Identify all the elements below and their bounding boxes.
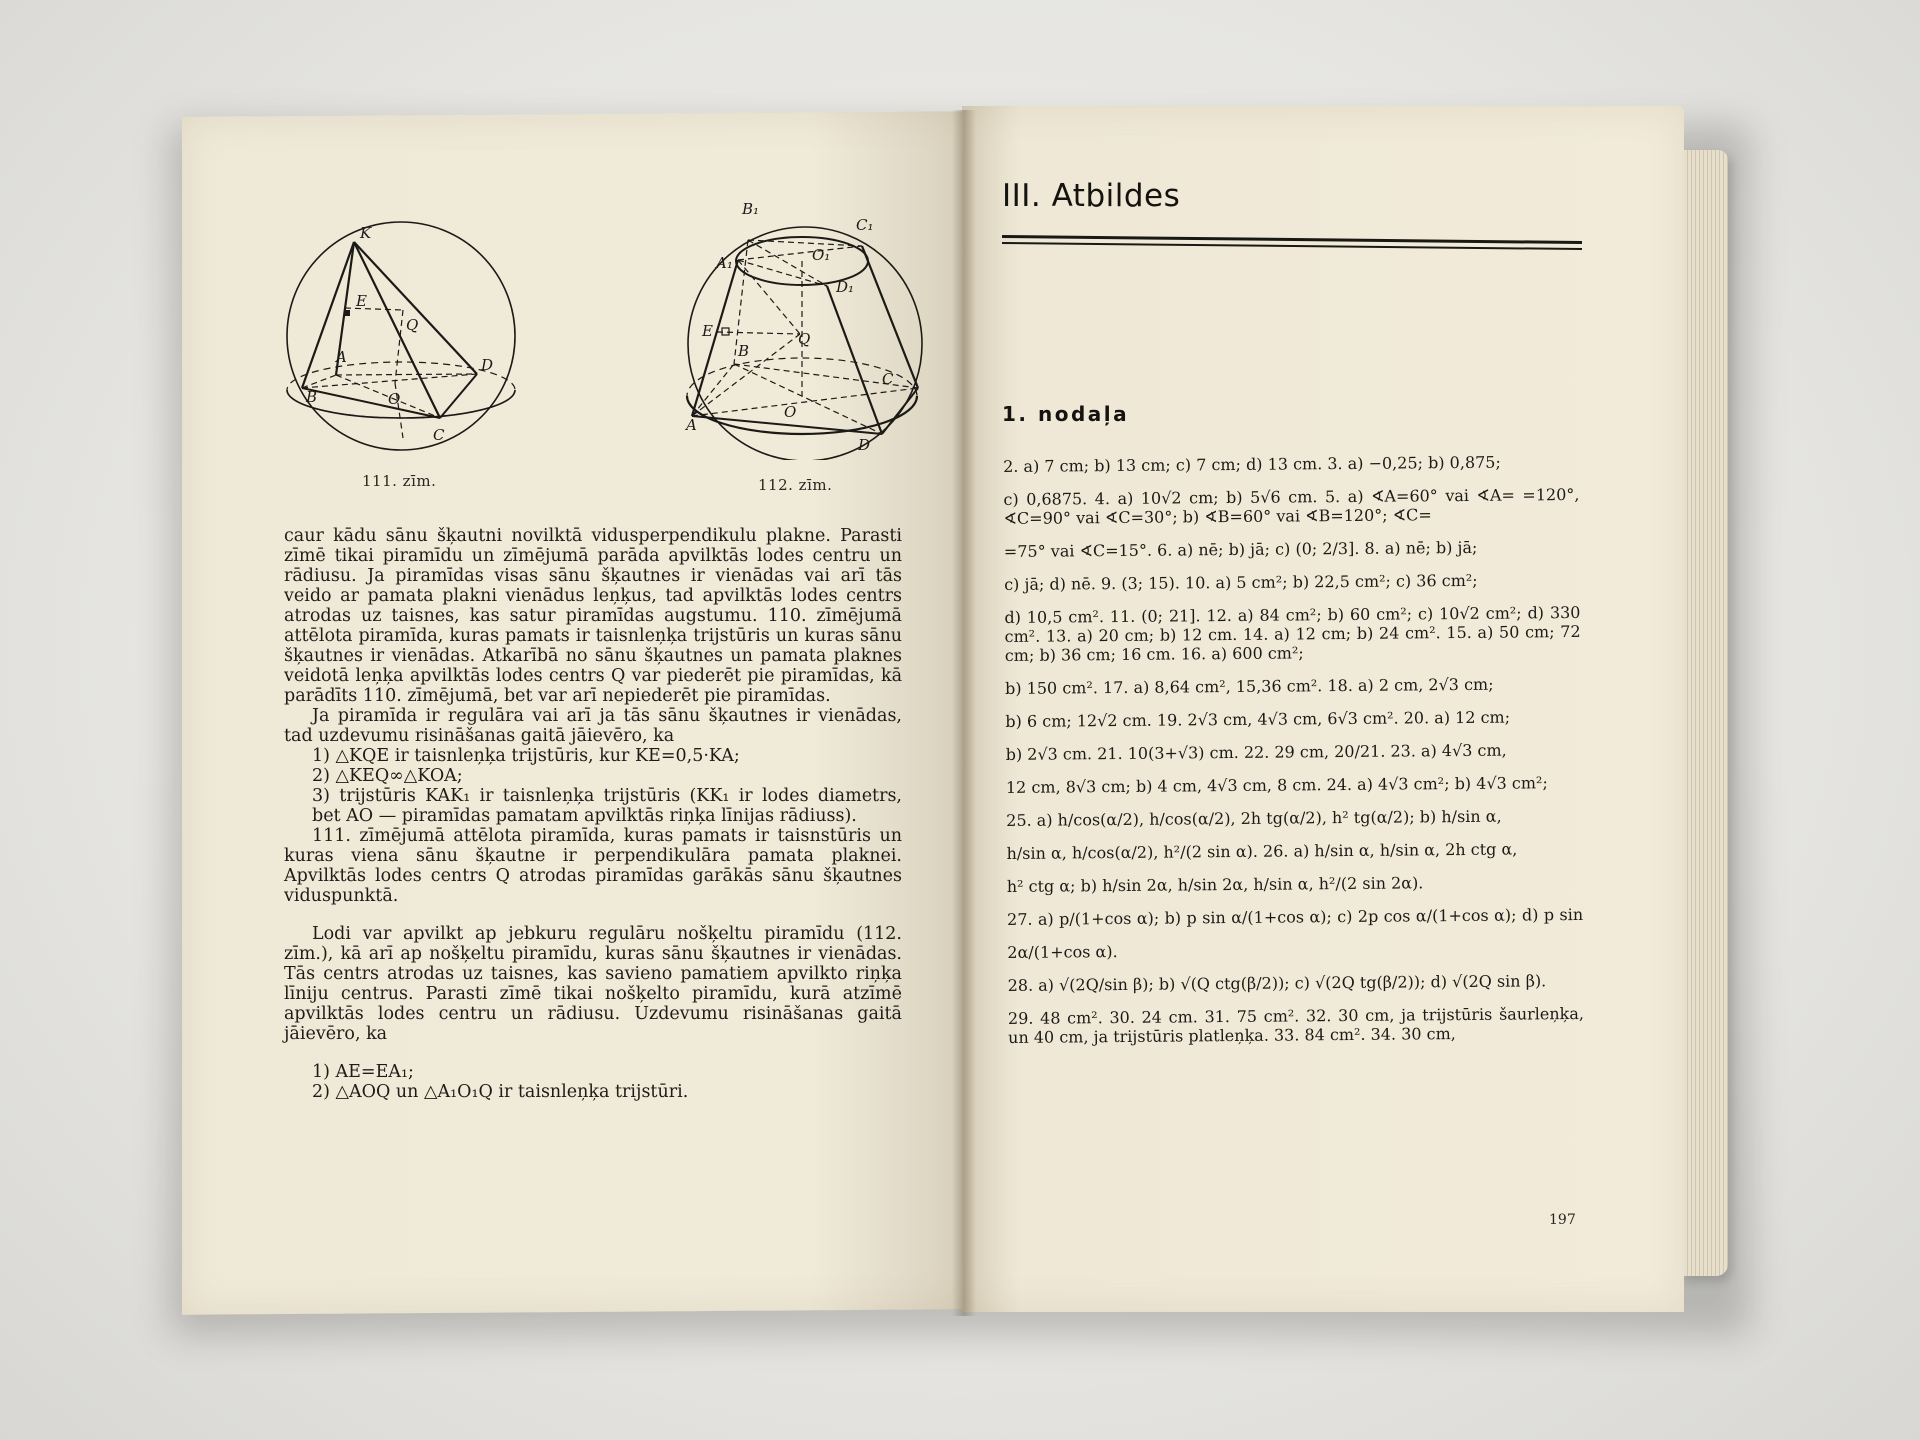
answer-line: =75° vai ∢C=15°. 6. a) nē; b) jā; c) (0; 2/3]. 8. a) nē; b) jā;: [1003, 537, 1478, 561]
left-page-text: [284, 526, 902, 1102]
fig111-label-b: B: [306, 388, 318, 406]
fig112-label-b1: B₁: [742, 200, 760, 218]
figure-112: [672, 196, 932, 460]
answer-line: 27. a) p/(1+cos α); b) p sin α/(1+cos α); c) 2p cos α/(1+cos α); d) p sin 2α/(1+cos α).: [1007, 904, 1584, 962]
fig111-label-e: E: [356, 292, 367, 310]
answer-line: 28. a) √(2Q/sin β); b) √(Q ctg(β/2)); c) √(2Q tg(β/2)); d) √(2Q sin β).: [1007, 971, 1547, 995]
figure-111-caption: 111. zīm.: [362, 472, 437, 490]
answer-line: h² ctg α; b) h/sin 2α, h/sin 2α, h/sin α, h²/(2 sin 2α).: [1006, 873, 1424, 896]
fig111-label-o: O: [388, 390, 401, 408]
fig111-label-c: C: [433, 426, 445, 444]
answer-line: d) 10,5 cm². 11. (0; 21]. 12. a) 84 cm²; b) 60 cm²; c) 10√2 cm²; d) 330 cm². 13. a) 20 cm; b) 12 cm. 14. a) 12 cm; b) 24 cm². 15. a) 50 cm; 72 cm; b) 36 cm; 16 cm. 16. a) 600 cm²;: [1004, 602, 1581, 665]
fig112-label-o: O: [784, 403, 797, 421]
paragraph-1: caur kādu sānu šķautni novilktā vidusperpendikulu plakne. Parasti zīmē tikai piramīdu un zīmējumā parāda apvilktās lodes centru un rādiusu. Ja piramīdas visas sānu šķautnes ir vienādas vai arī tās veido ar pamata plakni vienādus leņķus, tad apvilktās lodes centrs atrodas uz taisnes, kas satur piramīdas augstumu. 110. zīmējumā attēlota piramīda, kuras pamats ir taisnleņķa trijstūris un kuras sānu šķautnes ir vienādas. Atkarībā no sānu šķautnes un pamata plaknes veidotā leņķa apvilktās lodes centrs Q var piederēt pie piramīdas, kā parādīts 110. zīmējumā, bet var arī nepiederēt pie piramīdas.: [284, 526, 902, 706]
fig112-label-c: C: [882, 370, 894, 388]
fig112-label-d1: D₁: [836, 278, 855, 296]
paragraph-3: 111. zīmējumā attēlota piramīda, kuras pamats ir taisnstūris un kuras viena sānu šķautne ir perpendikulāra pamata plaknei. Apvilktās lodes centrs Q atrodas piramīdas garākās sānu šķautnes viduspunktā.: [284, 826, 902, 906]
answer-line: b) 2√3 cm. 21. 10(3+√3) cm. 22. 29 cm, 20/21. 23. a) 4√3 cm,: [1005, 740, 1507, 764]
list1-item-1: 1) △KQE ir taisnleņķa trijstūris, kur KE=0,5·KA;: [312, 746, 740, 766]
fig112-label-b: B: [738, 342, 750, 360]
fig111-label-k: K: [360, 224, 372, 242]
list2-item-2: 2) △AOQ un △A₁O₁Q ir taisnleņķa trijstūri.: [312, 1082, 689, 1102]
answer-line: 25. a) h/cos(α/2), h/cos(α/2), 2h tg(α/2), h² tg(α/2); b) h/sin α,: [1006, 806, 1502, 830]
figure-112-caption: 112. zīm.: [758, 476, 833, 494]
fig111-label-d: D: [481, 356, 494, 374]
fig112-label-o1: O₁: [812, 246, 831, 264]
fig112-label-a1: A₁: [716, 254, 733, 272]
fig112-label-e: E: [702, 322, 713, 340]
answer-line: b) 6 cm; 12√2 cm. 19. 2√3 cm, 4√3 cm, 6√3 cm². 20. a) 12 cm;: [1005, 707, 1511, 731]
fig112-label-d: D: [858, 436, 871, 454]
answer-line: 2. a) 7 cm; b) 13 cm; c) 7 cm; d) 13 cm. 3. a) −0,25; b) 0,875;: [1003, 452, 1501, 476]
page-edges: [1680, 150, 1728, 1276]
list1-item-2: 2) △KEQ∞△KOA;: [312, 766, 463, 786]
fig111-base-ellipse-front: [287, 390, 515, 418]
fig112-label-a: A: [686, 416, 697, 434]
book-gutter: [952, 110, 976, 1316]
answer-line: 29. 48 cm². 30. 24 cm. 31. 75 cm². 32. 30 cm, ja trijstūris šaurleņķa, un 40 cm, ja trijstūris platleņķa. 33. 84 cm². 34. 30 cm,: [1007, 1003, 1585, 1047]
paragraph-4: Lodi var apvilkt ap jebkuru regulāru nošķeltu piramīdu (112. zīm.), kā arī ap nošķeltu piramīdu, kuras sānu šķautnes ir vienādas. Tās centrs atrodas uz taisnes, kas savieno pamatiem apvilkto riņķa līniju centrus. Parasti zīmē tikai nošķelto piramīdu, kurā atzīmē apvilktās lodes centru un rādiusu. Uzdevumu risināšanas gaitā jāievēro, ka: [284, 924, 902, 1044]
paragraph-2: Ja piramīda ir regulāra vai arī ja tās sānu šķautnes ir vienādas, tad uzdevumu risināšanas gaitā jāievēro, ka: [284, 706, 902, 746]
chapter-title: III. Atbildes: [1002, 178, 1181, 214]
answer-line: h/sin α, h/cos(α/2), h²/(2 sin α). 26. a) h/sin α, h/sin α, 2h ctg α,: [1006, 839, 1518, 863]
list1-item-3: 3) trijstūris KAK₁ ir taisnleņķa trijstūris (KK₁ ir lodes diametrs, bet AO — piramīdas pamatam apvilktās riņķa līnijas rādiuss).: [312, 786, 902, 826]
answer-line: 12 cm, 8√3 cm; b) 4 cm, 4√3 cm, 8 cm. 24. a) 4√3 cm²; b) 4√3 cm²;: [1005, 773, 1548, 797]
answers-list: [1003, 445, 1584, 1054]
fig112-label-q: Q: [798, 330, 811, 348]
answer-line: b) 150 cm². 17. a) 8,64 cm², 15,36 cm². 18. a) 2 cm, 2√3 cm;: [1004, 674, 1494, 698]
fig111-label-a: A: [336, 348, 347, 366]
list2-item-1: 1) AE=EA₁;: [312, 1062, 414, 1082]
page-number: 197: [1549, 1212, 1576, 1228]
answer-line: c) jā; d) nē. 9. (3; 15). 10. a) 5 cm²; b) 22,5 cm²; c) 36 cm²;: [1004, 570, 1478, 594]
answer-line: c) 0,6875. 4. a) 10√2 cm; b) 5√6 cm. 5. a) ∢A=60° vai ∢A= =120°, ∢C=90° vai ∢C=30°; b) ∢B=60° vai ∢B=120°; ∢C=: [1003, 484, 1580, 528]
section-title: 1. nodaļa: [1002, 402, 1130, 426]
fig112-label-c1: C₁: [856, 216, 874, 234]
fig111-label-q: Q: [406, 316, 419, 334]
figure-111: [278, 218, 528, 458]
